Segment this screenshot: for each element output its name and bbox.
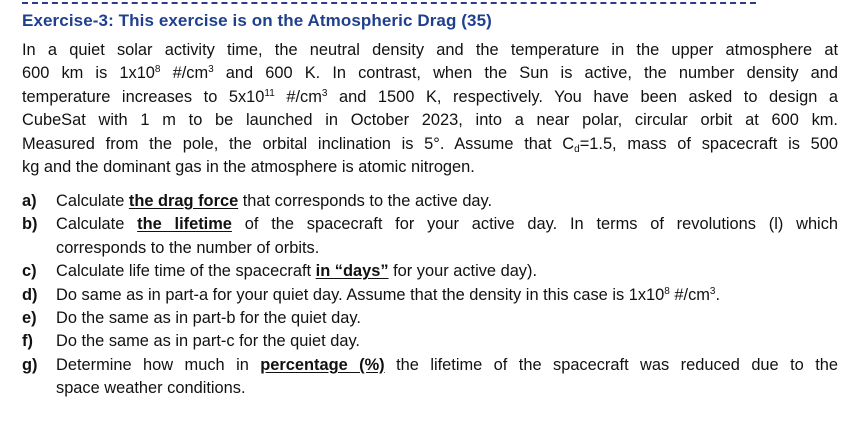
- statement-line-2: 600 km is $1x10^8$ $\#/cm^3$ and 600 K. In contrast, when the Sun is active, the number density and: [22, 64, 838, 83]
- task-label: g): [22, 355, 38, 374]
- task-e: [22, 307, 838, 330]
- task-a: [22, 190, 838, 213]
- task-text-continued: corresponds to the number of orbits.: [56, 238, 320, 257]
- task-d: [22, 284, 838, 307]
- statement-line-5: Measured from the pole, the orbital inclination is 5°. Assume that $C_d=1.5$, mass of spacecraft is 500: [22, 134, 839, 155]
- task-label: b): [22, 215, 38, 234]
- statement-line-1: In a quiet solar activity time, the neutral density and the temperature in the upper atmosphere at: [22, 41, 838, 59]
- task-text: Calculate the drag force that corresponds to the active day.: [56, 192, 493, 210]
- task-label: a): [22, 192, 37, 210]
- task-text: Determine how much in percentage (%) the lifetime of the spacecraft was reduced due to the: [56, 355, 838, 374]
- task-label: e): [22, 309, 37, 328]
- problem-statement: [22, 39, 838, 179]
- task-text: Calculate the lifetime of the spacecraft for your active day. In terms of revolutions (l) which: [56, 215, 839, 234]
- task-f: [22, 330, 838, 353]
- task-text: Do same as in part-a for your quiet day. Assume that the density in this case is $1x10^8$ $\#/cm^3$.: [56, 285, 721, 304]
- task-text-continued: space weather conditions.: [56, 379, 246, 398]
- task-list: [22, 190, 838, 401]
- task-text: Do the same as in part-b for the quiet day.: [56, 309, 361, 328]
- task-b: [22, 213, 838, 260]
- task-c: [22, 260, 838, 283]
- task-text: Calculate life time of the spacecraft in “days” for your active day).: [56, 262, 538, 281]
- exercise-title: Exercise-3: This exercise is on the Atmospheric Drag (35): [22, 11, 492, 30]
- task-label: c): [22, 262, 37, 281]
- task-label: d): [22, 285, 38, 304]
- statement-line-6: kg and the dominant gas in the atmosphere is atomic nitrogen.: [22, 158, 475, 177]
- statement-line-4: CubeSat with 1 m to be launched in October 2023, into a near polar, circular orbit at 600 km.: [22, 111, 838, 130]
- task-g: [22, 354, 838, 401]
- statement-line-3: temperature increases to $5x10^{11}$ $\#/cm^3$ and 1500 K, respectively. You have been asked to design a: [22, 87, 838, 106]
- task-text: Do the same as in part-c for the quiet day.: [56, 332, 360, 351]
- task-label: f): [22, 332, 33, 351]
- dashed-separator: [22, 2, 756, 4]
